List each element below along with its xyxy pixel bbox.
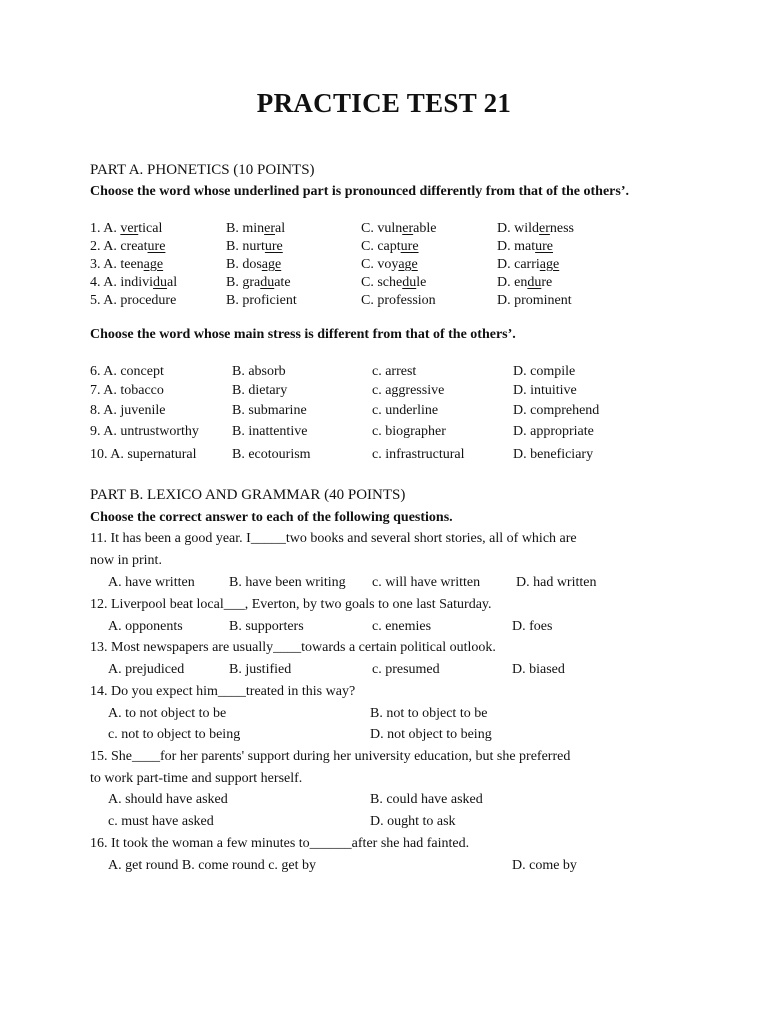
option-text: D. wild	[497, 221, 539, 236]
option-text: C. sche	[361, 275, 403, 290]
underlined-part: ure	[535, 239, 553, 254]
q12-option-c: c. enemies	[372, 619, 432, 634]
option-text: C. vuln	[361, 221, 403, 236]
phonetics-option	[90, 293, 176, 309]
underlined-part: age	[539, 257, 560, 272]
part-a-heading: PART A. PHONETICS (10 POINTS)	[90, 162, 315, 178]
phonetics-option	[361, 293, 436, 309]
part-b-instruction: Choose the correct answer to each of the following questions.	[90, 510, 453, 525]
option-text: C. capt	[361, 239, 401, 254]
option-text: 4. A. indivi	[90, 275, 154, 290]
underlined-part: er	[402, 221, 414, 236]
stress-option: 9. A. untrustworthy	[90, 424, 199, 439]
option-text: re	[541, 275, 553, 290]
q14-option-d: D. not object to being	[370, 727, 492, 742]
question-12: 12. Liverpool beat local___, Everton, by two goals to one last Saturday.	[90, 597, 492, 612]
q15-option-d: D. ought to ask	[370, 814, 456, 829]
q14-option-c: c. not to object to being	[108, 727, 241, 742]
option-text: D. mat	[497, 239, 536, 254]
stress-option: 8. A. juvenile	[90, 403, 166, 418]
option-text: 5. A. procedure	[90, 293, 177, 308]
q11-option-c: c. will have written	[372, 575, 481, 590]
option-text: D. prominent	[497, 293, 572, 308]
q13-option-c: c. presumed	[372, 662, 440, 677]
question-13: 13. Most newspapers are usually____towards a certain political outlook.	[90, 640, 496, 655]
q16-option-d: D. come by	[512, 858, 577, 873]
option-text: al	[275, 221, 286, 236]
stress-option: c. arrest	[372, 364, 417, 379]
stress-option: D. compile	[513, 364, 576, 379]
q14-option-a: A. to not object to be	[108, 706, 227, 721]
option-text: 1. A.	[90, 221, 121, 236]
phonetics-option	[226, 257, 281, 273]
option-text: ness	[549, 221, 575, 236]
stress-option: D. appropriate	[513, 424, 594, 439]
option-text: able	[413, 221, 437, 236]
q13-option-b: B. justified	[229, 662, 292, 677]
underlined-part: du	[527, 275, 542, 290]
stress-option: 10. A. supernatural	[90, 447, 197, 462]
q11-option-a: A. have written	[108, 575, 195, 590]
phonetics-option	[497, 275, 552, 291]
phonetics-option	[226, 293, 297, 309]
part-a-instruction-1: Choose the word whose underlined part is pronounced differently from that of the others’.	[90, 184, 629, 199]
q14-option-b: B. not to object to be	[370, 706, 488, 721]
stress-option: c. aggressive	[372, 383, 445, 398]
q16-options-abc: A. get round B. come round c. get by	[108, 858, 317, 873]
q13-option-a: A. prejudiced	[108, 662, 185, 677]
question-16: 16. It took the woman a few minutes to______after she had fainted.	[90, 836, 470, 851]
phonetics-option	[497, 293, 572, 309]
option-text: 2. A. creat	[90, 239, 148, 254]
phonetics-option	[90, 221, 162, 237]
option-text: 3. A. teen	[90, 257, 144, 272]
option-text: B. proficient	[226, 293, 297, 308]
underlined-part: ure	[264, 239, 283, 254]
phonetics-option	[361, 221, 436, 237]
underlined-part: ure	[147, 239, 166, 254]
question-15: 15. She____for her parents' support during her university education, but she preferred	[90, 749, 571, 764]
stress-option: B. ecotourism	[232, 447, 311, 462]
stress-option: 7. A. tobacco	[90, 383, 164, 398]
part-a-instruction-2: Choose the word whose main stress is different from that of the others’.	[90, 327, 516, 342]
phonetics-option	[90, 257, 163, 273]
phonetics-option	[226, 275, 291, 291]
underlined-part: er	[264, 221, 276, 236]
option-text: al	[167, 275, 178, 290]
option-text: C. profession	[361, 293, 436, 308]
stress-option: B. absorb	[232, 364, 286, 379]
stress-option: B. dietary	[232, 383, 288, 398]
stress-option: c. underline	[372, 403, 439, 418]
stress-option: D. comprehend	[513, 403, 600, 418]
question-14: 14. Do you expect him____treated in this way?	[90, 684, 356, 699]
option-text: D. carri	[497, 257, 540, 272]
underlined-part: du	[260, 275, 275, 290]
option-text: ate	[274, 275, 291, 290]
q11-option-d: D. had written	[516, 575, 597, 590]
option-text: B. nurt	[226, 239, 265, 254]
phonetics-option	[497, 221, 574, 237]
q15-option-a: A. should have asked	[108, 792, 228, 807]
option-text: D. en	[497, 275, 528, 290]
stress-option: c. biographer	[372, 424, 446, 439]
stress-option: D. beneficiary	[513, 447, 594, 462]
underlined-part: er	[539, 221, 550, 236]
question-15-cont: to work part-time and support herself.	[90, 771, 303, 786]
q15-option-c: c. must have asked	[108, 814, 214, 829]
stress-option: 6. A. concept	[90, 364, 164, 379]
q12-option-d: D. foes	[512, 619, 553, 634]
phonetics-option	[90, 239, 165, 255]
phonetics-option	[226, 221, 285, 237]
q11-option-b: B. have been writing	[229, 575, 346, 590]
underlined-part: ver	[120, 221, 139, 236]
option-text: C. voy	[361, 257, 399, 272]
q13-option-d: D. biased	[512, 662, 565, 677]
underlined-part: du	[402, 275, 417, 290]
underlined-part: du	[153, 275, 168, 290]
underlined-part: age	[143, 257, 164, 272]
question-11-cont: now in print.	[90, 553, 162, 568]
q12-option-b: B. supporters	[229, 619, 304, 634]
stress-option: c. infrastructural	[372, 447, 465, 462]
stress-option: B. inattentive	[232, 424, 308, 439]
phonetics-option	[497, 257, 559, 273]
stress-option: D. intuitive	[513, 383, 577, 398]
underlined-part: age	[261, 257, 282, 272]
underlined-part: ure	[400, 239, 419, 254]
phonetics-option	[497, 239, 553, 255]
option-text: tical	[138, 221, 163, 236]
option-text: B. gra	[226, 275, 261, 290]
option-text: B. dos	[226, 257, 262, 272]
option-text: le	[416, 275, 427, 290]
phonetics-option	[361, 275, 426, 291]
phonetics-option	[361, 257, 418, 273]
phonetics-option	[226, 239, 283, 255]
phonetics-option	[90, 275, 177, 291]
underlined-part: age	[398, 257, 418, 272]
stress-option: B. submarine	[232, 403, 307, 418]
option-text: B. min	[226, 221, 265, 236]
phonetics-option	[361, 239, 419, 255]
q15-option-b: B. could have asked	[370, 792, 483, 807]
part-b-heading: PART B. LEXICO AND GRAMMAR (40 POINTS)	[90, 487, 406, 503]
question-11: 11. It has been a good year. I_____two books and several short stories, all of which are	[90, 531, 577, 546]
page-title: PRACTICE TEST 21	[256, 88, 512, 118]
q12-option-a: A. opponents	[108, 619, 183, 634]
